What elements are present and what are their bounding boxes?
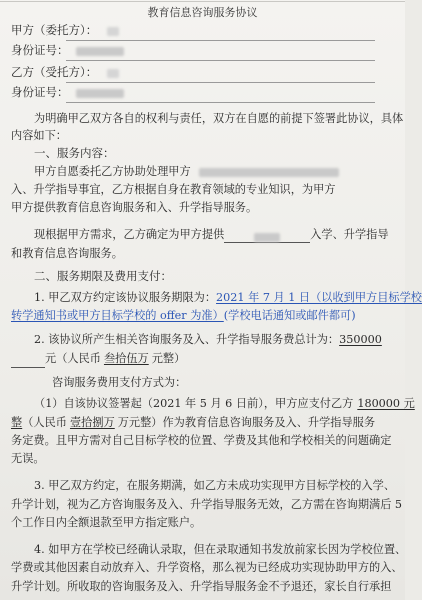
clause-2-text-c: 元整） (151, 352, 186, 365)
intro-line-2: 内容如下： (11, 129, 67, 142)
payment-1-text-c: （人民币 (22, 416, 67, 429)
payment-1-line-3: 务定费。且甲方需对自己目标学校的位置、学费及其他和学校相关的问题确定 (11, 434, 392, 447)
underline (66, 40, 375, 41)
party-a-id-row (11, 42, 395, 58)
redacted-id (76, 89, 124, 98)
party-b-row (11, 64, 395, 80)
clause-2-text-b: 元（人民币 (45, 352, 101, 365)
underline (66, 82, 375, 83)
section-1-p2-line-2: 和教育信息咨询服务。 (11, 247, 123, 260)
section-1-p2-text-a: 现根据甲方需求，乙方确定为甲方提供 (34, 228, 225, 241)
payment-1-line-1 (11, 396, 415, 412)
section-1-heading: 一、服务内容： (34, 146, 115, 160)
party-a-row (11, 22, 395, 38)
redacted-id (76, 47, 124, 56)
party-b-id-label: 身份证号： (11, 85, 69, 99)
clause-3-line-2: 升学计划，视为乙方咨询服务及入、升学指导服务无效，乙方需在咨询期满后 5 (11, 498, 403, 511)
party-b-id-row (11, 84, 395, 100)
payment-1-amount-end: 整 (11, 416, 23, 429)
clause-1-date: 2021 年 7 月 1 日（以收到甲方目标学校 (216, 291, 422, 304)
payment-1-line-2 (11, 415, 395, 431)
clause-3-line-1: 3. 甲乙双方约定，在服务期满，如乙方未成功实现甲方目标学校的入学、 (34, 479, 396, 492)
clause-1-note: (学校电话通知或邮件都可) (223, 309, 356, 322)
party-a-label: 甲方（委托方）： (11, 23, 98, 37)
clause-2-amount: 350000 (339, 333, 382, 346)
redacted-name (107, 69, 119, 78)
intro-line-1: 为明确甲乙双方各自的权利与责任，双方在自愿的前提下签署此协议，具体 (34, 112, 404, 125)
payment-1-text: （1）自该协议签署起（2021 年 5 月 6 日前），甲方应支付乙方 (34, 397, 354, 410)
section-2-heading: 二、服务期限及费用支付： (34, 269, 172, 283)
section-1-p1-line-2: 入、升学指导事宜，乙方根据自身在教育领域的专业知识，为甲方 (11, 183, 336, 196)
clause-4-line-2: 学费或其他因素自动放弃入、升学资格，那么视为已经成功实现协助甲方的入、 (11, 561, 403, 574)
clause-1-line-1 (11, 290, 422, 306)
redacted-name (107, 27, 119, 36)
document-title: 教育信息咨询服务协议 (147, 6, 258, 19)
clause-2-line-1 (11, 332, 395, 348)
payment-heading: 咨询服务费用支付方式为： (52, 376, 187, 389)
redacted-school (254, 233, 280, 242)
clause-1-text: 1. 甲乙双方约定该协议服务期限为： (34, 291, 217, 304)
clause-4-line-3: 升学计划。所收取的咨询服务及入、升学指导服务金不予退还，家长自行承担 (11, 580, 392, 593)
section-1-p1-text: 甲方自愿委托乙方协助处理甲方 (34, 165, 191, 178)
underline (66, 102, 375, 103)
party-a-id-label: 身份证号： (11, 43, 69, 57)
section-1-p1-line-1 (11, 164, 395, 180)
payment-1-amount: 180000 元 (357, 397, 415, 410)
section-1-p2-text-b: 入学、升学指导 (310, 228, 389, 241)
blank-line (11, 351, 45, 368)
clause-4-line-1: 4. 如甲方在学校已经确认录取，但在录取通知书发放前家长因为学校位置、 (34, 543, 407, 556)
section-1-p1-line-3: 甲方提供教育信息咨询服务和入、升学指导服务。 (11, 201, 258, 214)
clause-2-text: 2. 该协议所产生相关咨询服务及入、升学指导服务费总计为： (34, 333, 340, 346)
redacted-school (199, 168, 339, 177)
payment-1-text-d: 万元整）作为教育信息咨询服务及入、升学指导服务 (117, 416, 376, 429)
top-edge-line (0, 1, 405, 2)
clause-3-line-3: 个工作日内全额退款至甲方指定账户。 (11, 516, 202, 529)
clause-1-line-2 (11, 308, 395, 324)
underline (66, 60, 375, 61)
clause-1-condition: 转学通知书或甲方目标学校的 offer 为准） (11, 309, 224, 322)
party-b-label: 乙方（受托方）： (11, 65, 98, 79)
clause-2-line-2 (11, 351, 395, 368)
section-1-p2-line-1 (11, 227, 395, 243)
payment-1-amount-words: 壹拾捌万 (69, 416, 115, 429)
redacted-blank (224, 229, 310, 243)
clause-2-amount-words: 叁拾伍万 (103, 352, 149, 365)
payment-1-line-4: 无误。 (11, 452, 45, 465)
